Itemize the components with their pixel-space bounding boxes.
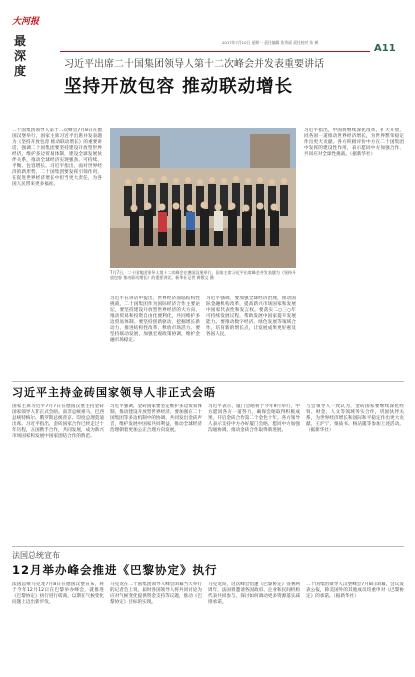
lead-text-col1: 二十国集团领导人第十二次峰会7月8日在德国汉堡举行，国家主席习近平出席并发表题为《坚持开放包容 推动联动增长》的重要讲话，强调二十国集团要坚持建设开放型世界经济，维护多边贸易体制，建设全球发展伙伴关系，推动全球经济实现强劲、可持续、平衡、包容增长。习近平指出，面对世界经济的新形势，二十国集团要发挥引领作用，在促进世界经济增长中担当更大责任，为各国人民带来更多福祉。	[12, 128, 102, 187]
section-label: 最深度	[14, 34, 27, 78]
masthead-logo: 大河报	[12, 17, 40, 27]
section-divider-1	[12, 381, 404, 382]
article2-headline: 习近平主持金砖国家领导人非正式会晤	[12, 386, 216, 399]
article3-text-col4: 二十国集团领导人汉堡峰会7月8日闭幕，会议发表公报，除美国外的其他成员均重申对《巴黎协定》的承诺。（据新华社）	[306, 582, 404, 599]
lead-kicker: 习近平出席二十国集团领导人第十二次峰会并发表重要讲话	[64, 59, 324, 70]
photo-illustration	[110, 128, 296, 268]
article3-text-col1: 法国总统马克龙7月8日在德国汉堡宣布，将于今年12月12日在巴黎举办峰会，就推进《巴黎协定》执行进行磋商，以期在气候变化问题上迈出新步伐。	[12, 582, 104, 605]
photo-caption: 7月7日，二十国集团领导人第十二次峰会在德国汉堡举行。国家主席习近平出席峰会并发表题为《坚持开放包容 推动联动增长》的重要讲话。新华社记者 黄敬文 摄	[110, 270, 296, 280]
lead-text-col2: 习近平在讲话中提出，世界经济面临结构性挑战，二十国集团作为国际经济合作主要论坛，要坚持建设开放型世界经济的大方向，推动贸易和投资自由化便利化，共同维护多边贸易体制。要坚持创新驱动，挖掘增长新动力，推进结构性改革，释放市场活力。要坚持联动发展，加强宏观政策协调，维护金融市场稳定。	[110, 296, 200, 343]
article2-text-col4: 与会领导人一致认为，金砖国家要继续深化经贸、财金、人文等领域务实合作，巩固伙伴关系，为世界经济增长和国际和平稳定作出更大贡献。王沪宁、栗战书、杨洁篪等参加上述活动。（据新华社）	[306, 404, 404, 433]
summit-group-photo	[110, 128, 296, 268]
lead-text-col4: 习近平指出，中国将继续深化改革、扩大开放，同各国一道推动世界经济增长，为世界繁荣稳定作出更大贡献。各方积极评价中方在二十国集团中发挥的建设性作用，表示愿同中方加强合作，共同应对全球性挑战。（据新华社）	[304, 128, 404, 157]
article3-headline: 12月举办峰会推进《巴黎协定》执行	[12, 563, 218, 577]
article2-text-col3: 习近平表示，厦门会晤将于今年9月举行，中方愿同各方一道努力，确保会晤取得积极成果，开启金砖合作第二个金色十年。各方领导人表示支持中方办好厦门会晤，愿同中方加强沟通协调，推动金砖合作取得新进展。	[208, 404, 300, 433]
article3-text-col2: 马克龙在二十国集团领导人峰会闭幕当天举行的记者会上说，届时各国领导人将共同讨论为应对气候变化提供资金支持等议题，推动《巴黎协定》目标的实现。	[110, 582, 202, 605]
lead-text-col3: 习近平强调，要加强全球经济治理，推动国际金融机构改革，提高新兴市场国家和发展中国家代表性和发言权。要落实二○三○年可持续发展议程，帮助发展中国家提升发展能力。要推动数字经济、绿色发展等领域合作，培育新的增长点，让发展成果更好惠及各国人民。	[206, 296, 296, 337]
article2-text-col1: 国家主席习近平7月7日在德国汉堡主持金砖国家领导人非正式会晤。南非总统祖马、巴西总统特梅尔、俄罗斯总统普京、印度总理莫迪出席。习近平指出，金砖国家合作已经走过十年历程，五国携手合作，共同发展，成为新兴市场国家和发展中国家团结合作的典范。	[12, 404, 104, 439]
masthead-rule	[60, 51, 370, 52]
article2-text-col2: 习近平强调，金砖国家要坚定维护多边贸易体制，推动建设开放型世界经济，要加强在二十国集团等多边机制中的协调，共同发出金砖声音，维护发展中国家共同利益，推动全球经济治理朝着更加公正合理方向发展。	[110, 404, 202, 433]
date-info: 2017年7月10日 星期一 责任编辑 张秀丽 责任校对 张 枫	[222, 40, 319, 45]
section-divider-2	[12, 546, 404, 547]
article3-kicker: 法国总统宣布	[12, 551, 60, 560]
article3-text-col3: 马克龙说，这次峰会恰逢《巴黎协定》签署两周年，法国将邀请各国政府、企业和民间机构代表共同参与，探讨如何调动更多资源落实减排承诺。	[208, 582, 300, 605]
page-number: A11	[374, 43, 396, 54]
lead-headline: 坚持开放包容 推动联动增长	[64, 77, 294, 97]
